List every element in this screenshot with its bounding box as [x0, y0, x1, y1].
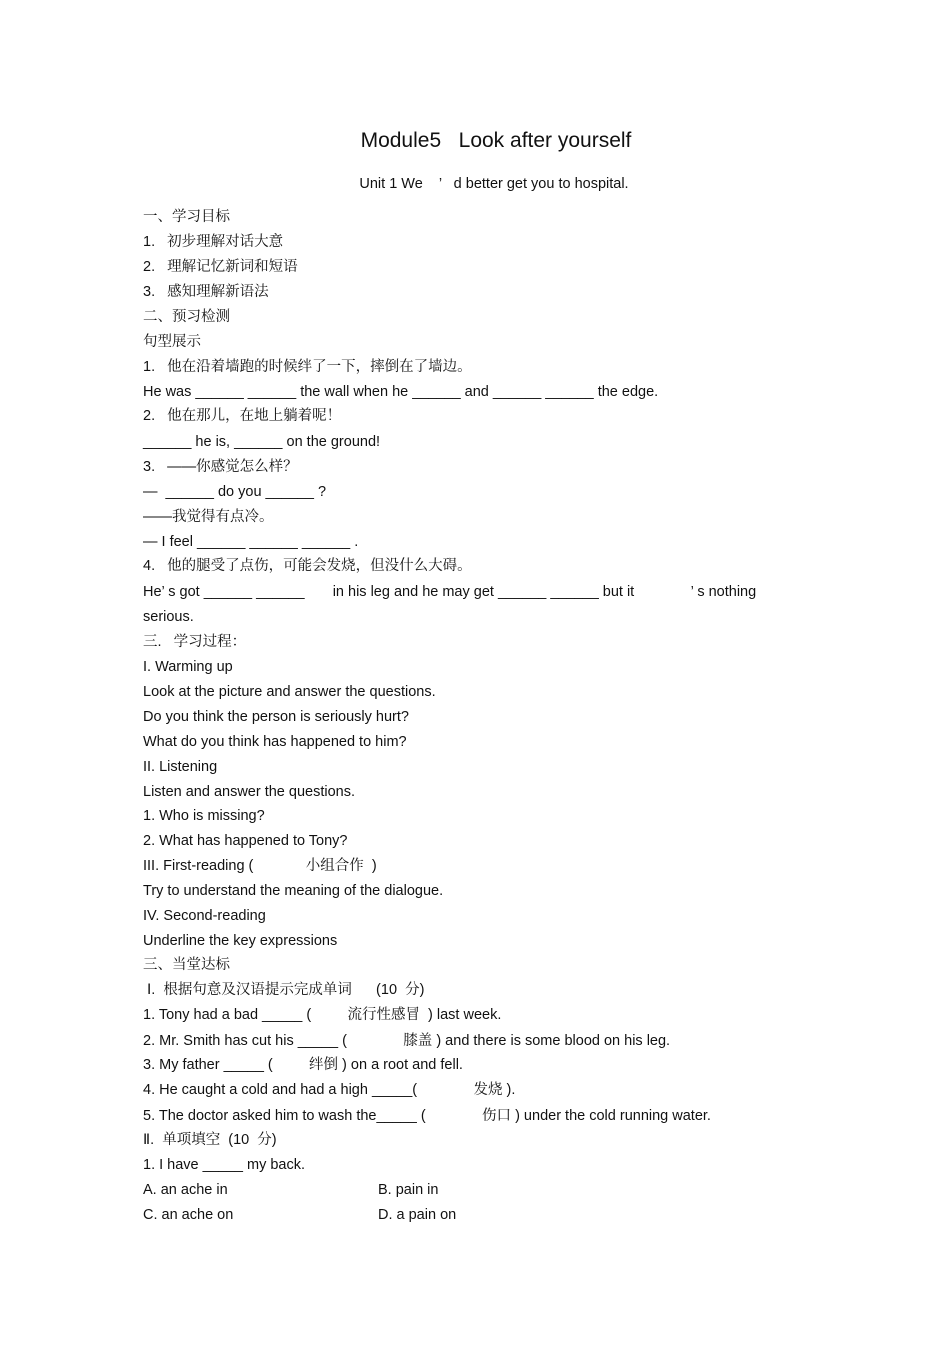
- text-line: Look at the picture and answer the questions.: [143, 684, 436, 700]
- option-d: D. a pain on: [378, 1207, 457, 1223]
- exercise-item: 4. He caught a cold and had a high _____( 发烧 ).: [143, 1082, 516, 1098]
- list-item: 2. 理解记忆新词和短语: [143, 259, 298, 275]
- exercise-item: 5. The doctor asked him to wash the_____ ( 伤口 ) under the cold running water.: [143, 1108, 711, 1124]
- text-line: Do you think the person is seriously hurt?: [143, 709, 409, 725]
- unit-subtitle: Unit 1 We ’ d better get you to hospital.: [359, 176, 629, 192]
- subheading: 句型展示: [143, 334, 201, 350]
- text-line: What do you think has happened to him?: [143, 734, 407, 750]
- exercise-item: 1. Tony had a bad _____ ( 流行性感冒 ) last week.: [143, 1007, 502, 1023]
- sentence-chinese: 1. 他在沿着墙跑的时候绊了一下，摔倒在了墙边。: [143, 359, 472, 375]
- sentence-chinese: 4. 他的腿受了点伤，可能会发烧，但没什么大碍。: [143, 558, 472, 574]
- option-c: C. an ache on: [143, 1207, 234, 1223]
- subheading: Ⅱ. 单项填空 (10 分): [143, 1132, 277, 1148]
- subheading: Ⅰ. 根据句意及汉语提示完成单词 (10 分): [143, 982, 425, 998]
- sentence-blank: He was ______ ______ the wall when he ______ and ______ ______ the edge.: [143, 384, 659, 400]
- section-heading: 二、预习检测: [143, 309, 230, 325]
- list-item: 1. 初步理解对话大意: [143, 234, 284, 250]
- sentence-blank: He’ s got ______ ______ in his leg and he may get ______ ______ but it ’ s nothing: [143, 584, 757, 600]
- text-line: 2. What has happened to Tony?: [143, 833, 348, 849]
- sentence-blank: serious.: [143, 609, 194, 625]
- text-line: Try to understand the meaning of the dialogue.: [143, 883, 444, 899]
- exercise-item: 3. My father _____ ( 绊倒 ) on a root and fell.: [143, 1057, 463, 1073]
- page-title: Module5 Look after yourself: [360, 129, 632, 152]
- option-a: A. an ache in: [143, 1182, 228, 1198]
- text-line: 1. Who is missing?: [143, 808, 265, 824]
- sentence-chinese: ——我觉得有点冷。: [143, 509, 274, 525]
- sentence-chinese: 2. 他在那儿，在地上躺着呢！: [143, 408, 342, 424]
- option-b: B. pain in: [378, 1182, 439, 1198]
- exercise-item: 2. Mr. Smith has cut his _____ ( 膝盖 ) and there is some blood on his leg.: [143, 1033, 671, 1049]
- list-item: 3. 感知理解新语法: [143, 284, 269, 300]
- sentence-chinese: 3. ——你感觉怎么样？: [143, 459, 298, 475]
- subheading: IV. Second-reading: [143, 908, 266, 924]
- section-heading: 一、学习目标: [143, 209, 230, 225]
- subheading: I. Warming up: [143, 659, 233, 675]
- exercise-item: 1. I have _____ my back.: [143, 1157, 306, 1173]
- text-line: Underline the key expressions: [143, 933, 338, 949]
- subheading: III. First-reading ( 小组合作 ): [143, 858, 377, 874]
- sentence-blank: — ______ do you ______ ?: [143, 484, 327, 500]
- section-heading: 三、当堂达标: [143, 957, 230, 973]
- sentence-blank: — I feel ______ ______ ______ .: [143, 534, 359, 550]
- text-line: Listen and answer the questions.: [143, 784, 355, 800]
- section-heading: 三. 学习过程：: [143, 634, 247, 650]
- sentence-blank: ______ he is, ______ on the ground!: [143, 434, 381, 450]
- subheading: II. Listening: [143, 759, 218, 775]
